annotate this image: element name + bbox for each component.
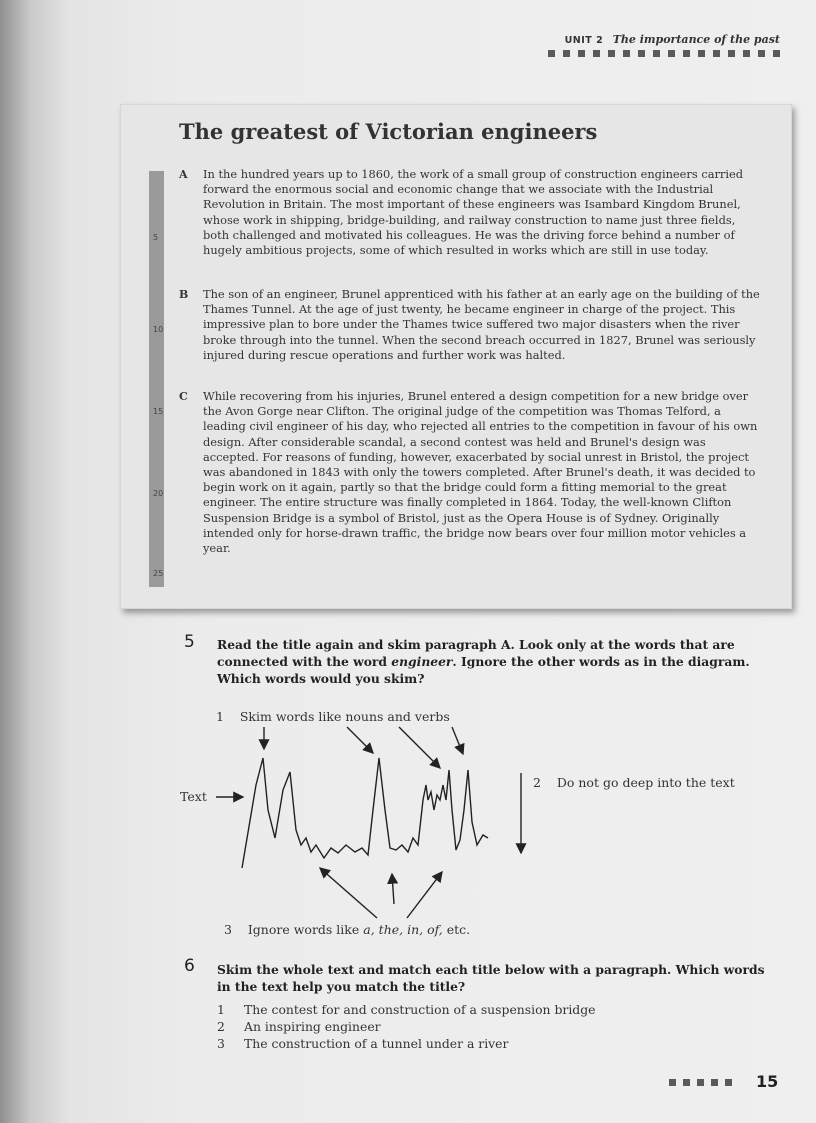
- label-num: 2: [533, 775, 541, 790]
- label-num: 3: [224, 922, 232, 937]
- line-number: 10: [153, 325, 164, 334]
- item-number: 2: [217, 1019, 225, 1034]
- list-item: [217, 1001, 595, 1018]
- footer-decoration: [669, 1079, 732, 1086]
- q5-part: Read the title again and: [217, 637, 388, 652]
- line-number: 15: [153, 407, 164, 416]
- arrow-up: [392, 874, 394, 904]
- label-text: Do not go deep into the text: [556, 775, 735, 790]
- q5-part: paragraph A. Look only at the words that are connected with the word: [217, 637, 735, 669]
- paragraph-letter: B: [179, 288, 189, 301]
- page-number: 15: [756, 1072, 779, 1091]
- item-text: The contest for and construction of a suspension bridge: [244, 1002, 596, 1017]
- label-text: Skim words like nouns and verbs: [239, 709, 450, 724]
- arrow-up: [407, 872, 442, 918]
- item-number: 3: [217, 1036, 225, 1051]
- diagram-text-label: Text: [180, 789, 207, 804]
- label-text: etc.: [442, 922, 471, 937]
- q6-keyword: Skim: [217, 962, 253, 977]
- question-number: 5: [184, 632, 195, 652]
- question-6-text: [217, 961, 767, 995]
- q5-part: . Ignore the other words as in the diagram. Which words would you: [217, 654, 750, 686]
- paragraph-letter: C: [179, 390, 188, 403]
- paragraph-text: The son of an engineer, Brunel apprenticed with his father at an early age on the building of the Thames Tunnel. At the age of just twenty, he became engineer in charge of the project. This impressive plan to bore under the Thames twice suffered two major disasters when the river broke through into the tunnel. When the second breach occurred in 1827, Brunel was seriously injured during rescue operations and further work was halted.: [203, 287, 760, 362]
- paragraph-text: While recovering from his injuries, Brunel entered a design competition for a new bridge over the Avon Gorge near Clifton. The original judge of the competition was Thomas Telford, a leading civil engineer of his day, who rejected all entries to the competition in favour of his own design. After considerable scandal, a second contest was held and Brunel's design was accepted. For reasons of funding, however, exacerbated by social unrest in Bristol, the project was abandoned in 1843 with only the towers completed. After Brunel's death, it was decided to begin work on it again, partly so that the bridge could form a fitting memorial to the great engineer. The entire structure was finally completed in 1864. Today, the well-known Clifton Suspension Bridge is a symbol of Bristol, just as the Opera House is of Sydney. Originally intended only for horse-drawn traffic, the bridge now bears over four million motor vehicles a year.: [203, 389, 758, 556]
- item-text: The construction of a tunnel under a river: [244, 1036, 509, 1051]
- list-item: [217, 1035, 508, 1052]
- paragraph-text: In the hundred years up to 1860, the work of a small group of construction engineers carried forward the enormous social and economic change that we associate with the Industrial Revolution in Britain. The most important of these engineers was Isambard Kingdom Brunel, whose work in shipping, bridge-building, and railway construction to name just three fields, both challenged and motivated his colleagues. He was the driving force behind a number of hugely ambitious projects, some of which resulted in works which are still in use today.: [203, 167, 744, 258]
- paragraph-letter: A: [179, 168, 188, 181]
- list-item: [217, 1018, 381, 1035]
- text-squiggle: [242, 758, 488, 868]
- line-number: 20: [153, 489, 164, 498]
- line-number: 25: [153, 569, 164, 578]
- arrow-down: [452, 727, 463, 754]
- arrow-up: [320, 868, 377, 918]
- q5-part: ?: [417, 671, 425, 686]
- unit-label: UNIT 2: [564, 35, 604, 46]
- q5-italic: engineer: [391, 654, 453, 669]
- unit-title: The importance of the past: [612, 33, 780, 46]
- article-title: The greatest of Victorian engineers: [179, 119, 598, 144]
- q5-keyword: skim: [384, 671, 418, 686]
- arrow-down: [399, 727, 440, 768]
- label-num: 1: [216, 709, 224, 724]
- label-text: Ignore words like: [247, 922, 364, 937]
- arrow-down: [347, 727, 373, 753]
- item-number: 1: [217, 1002, 225, 1017]
- label-italic: a, the, in, of,: [363, 922, 443, 937]
- q6-part: the whole text and match each title below with a paragraph. Which words in the text help you match the title?: [217, 962, 765, 994]
- question-number: 6: [184, 956, 195, 976]
- line-number: 5: [153, 233, 159, 242]
- item-text: An inspiring engineer: [244, 1019, 381, 1034]
- q5-keyword: skim: [387, 637, 421, 652]
